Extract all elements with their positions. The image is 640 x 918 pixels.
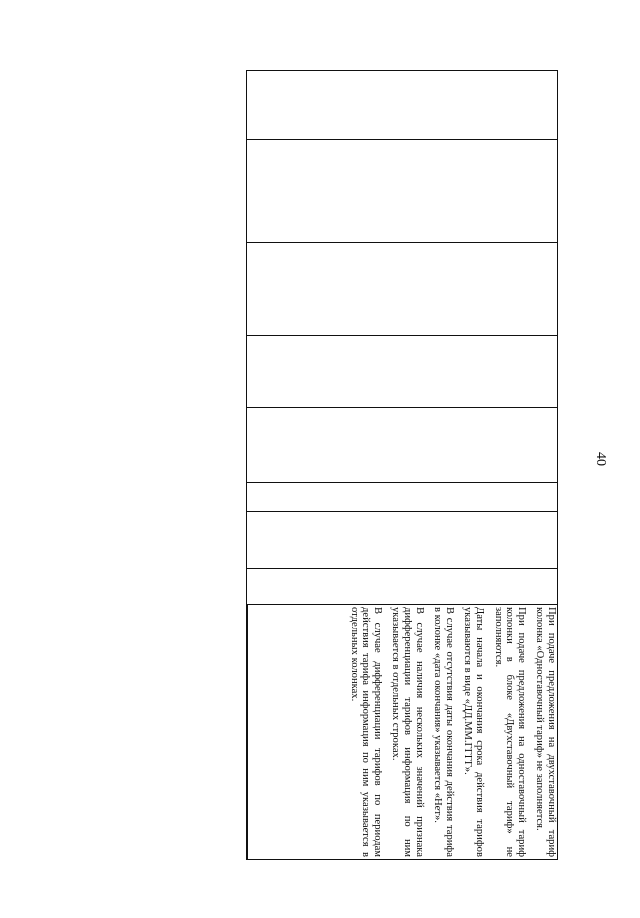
table-row-divider (247, 511, 557, 512)
table-row-divider (247, 335, 557, 336)
note-paragraph: В случае дифференциации тарифов по периодам действия тарифа информация по ним указывается в отдельных колонках. (348, 607, 383, 857)
note-paragraph: При подаче предложения на двухставочный тариф колонка «Одноставочный тариф» не заполняется. (534, 607, 557, 857)
note-paragraph: Даты начала и окончания срока действия тарифов указываются в виде «ДД.ММ.ГГГГ». (462, 607, 486, 857)
page-number: 40 (593, 452, 608, 466)
note-paragraph: В случае наличия нескольких значений признака дифференциации тарифов информация по ним указывается в отдельных строках. (390, 607, 425, 857)
note-paragraph: При подаче предложения на одноставочный тариф колонки в блоке «Двухставочный тариф» не заполняются. (492, 607, 527, 857)
table-row-divider (247, 139, 557, 140)
notes-cell (341, 607, 557, 857)
table-row-divider (247, 242, 557, 243)
table-column-divider (247, 604, 248, 860)
note-paragraph: В случае отсутствия даты окончания действия тарифа в колонке «дата окончания» указывается «Нет». (432, 607, 455, 857)
table-row-divider (247, 568, 557, 569)
rotated-table (246, 70, 558, 860)
table-row-divider (247, 407, 557, 408)
table-row-divider (247, 604, 557, 605)
table-row-divider (247, 482, 557, 483)
